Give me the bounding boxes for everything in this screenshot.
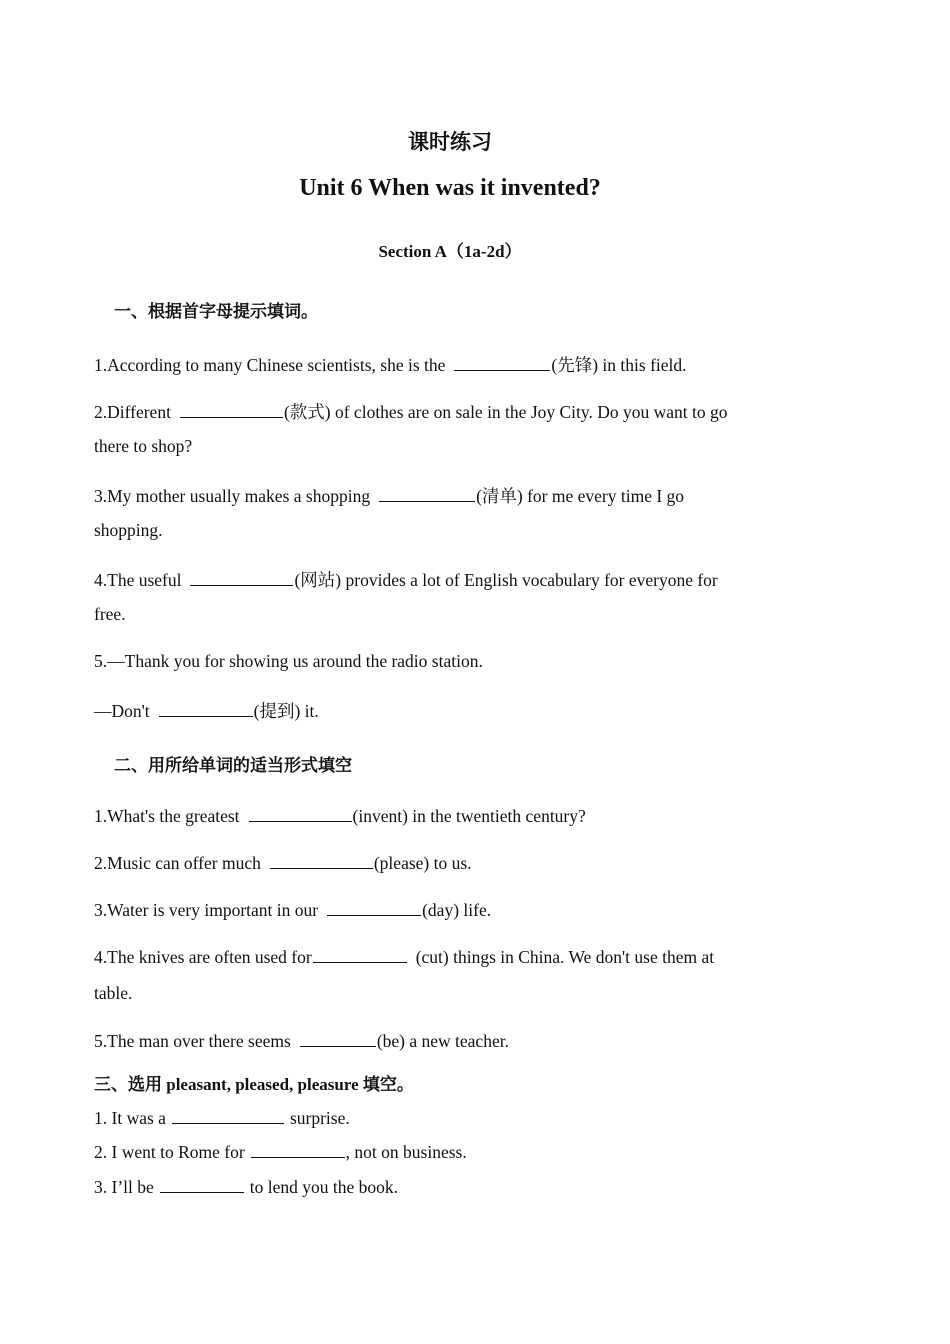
answer-blank[interactable] — [379, 485, 475, 502]
part1-question-4-cont: free. — [94, 604, 126, 624]
question-text: (please) to us. — [373, 853, 472, 873]
part3-question-1 — [94, 1107, 350, 1129]
part1-question-3-cont: shopping. — [94, 520, 163, 540]
question-text: 3.My mother usually makes a shopping — [94, 486, 371, 506]
question-text: 3.Water is very important in our — [94, 900, 319, 920]
answer-blank[interactable] — [180, 401, 283, 418]
question-text: 1.According to many Chinese scientists, she is the — [94, 355, 446, 375]
part2-question-3 — [94, 899, 491, 921]
part1-question-3 — [94, 483, 684, 508]
part3-heading — [94, 1070, 414, 1095]
page-title-chinese: 课时练习 — [408, 130, 492, 154]
part2-question-2 — [94, 852, 472, 874]
answer-blank[interactable] — [172, 1107, 284, 1124]
question-text: 1. It was a — [94, 1108, 166, 1128]
question-text: (清单) for me every time I go — [476, 486, 685, 506]
heading-text: 三、选用 — [94, 1075, 162, 1094]
part1-heading: 一、根据首字母提示填词。 — [114, 302, 318, 321]
question-text: (day) life. — [422, 900, 492, 920]
answer-blank[interactable] — [190, 569, 293, 586]
part2-question-5 — [94, 1030, 509, 1052]
answer-blank[interactable] — [313, 946, 407, 963]
part1-question-1 — [94, 352, 687, 377]
part1-question-5: 5.—Thank you for showing us around the radio station. — [94, 651, 483, 671]
question-text: 2.Music can offer much — [94, 853, 261, 873]
part2-question-4 — [94, 946, 714, 968]
unit-title: Unit 6 When was it invented? — [299, 175, 601, 201]
part1-question-2 — [94, 399, 728, 424]
heading-word-list: pleasant, pleased, pleasure — [166, 1075, 359, 1094]
answer-blank[interactable] — [300, 1030, 376, 1047]
question-text: to lend you the book. — [249, 1177, 399, 1197]
part1-question-4 — [94, 567, 718, 592]
question-text: , not on business. — [345, 1142, 467, 1162]
question-text: 4.The useful — [94, 570, 182, 590]
answer-blank[interactable] — [251, 1141, 345, 1158]
answer-blank[interactable] — [249, 805, 352, 822]
question-text: 1.What's the greatest — [94, 806, 240, 826]
question-text: (提到) it. — [253, 701, 319, 721]
part2-question-4-cont: table. — [94, 983, 133, 1003]
section-title: Section A（1a-2d） — [378, 242, 522, 261]
part1-question-5-reply — [94, 698, 319, 723]
question-text: surprise. — [289, 1108, 350, 1128]
part3-question-3 — [94, 1176, 398, 1198]
question-text: 3. I’ll be — [94, 1177, 154, 1197]
answer-blank[interactable] — [327, 899, 421, 916]
question-text: 4.The knives are often used for — [94, 947, 312, 967]
question-text: (be) a new teacher. — [376, 1031, 509, 1051]
answer-blank[interactable] — [454, 354, 550, 371]
question-text: (cut) things in China. We don't use them at — [415, 947, 715, 967]
question-text: 2.Different — [94, 402, 171, 422]
answer-blank[interactable] — [270, 852, 373, 869]
part1-question-2-cont: there to shop? — [94, 436, 193, 456]
question-text: 2. I went to Rome for — [94, 1142, 245, 1162]
question-text: 5.The man over there seems — [94, 1031, 291, 1051]
answer-blank[interactable] — [159, 700, 253, 717]
question-text: (款式) of clothes are on sale in the Joy City. Do you want to go — [283, 402, 728, 422]
question-text: —Don't — [94, 701, 150, 721]
part3-question-2 — [94, 1141, 467, 1163]
question-text: (invent) in the twentieth century? — [352, 806, 586, 826]
question-text: (网站) provides a lot of English vocabulary for everyone for — [294, 570, 718, 590]
question-text: (先锋) in this field. — [551, 355, 687, 375]
part2-question-1 — [94, 805, 586, 827]
heading-text: 填空。 — [362, 1075, 414, 1094]
answer-blank[interactable] — [160, 1176, 244, 1193]
part2-heading: 二、用所给单词的适当形式填空 — [114, 756, 352, 775]
